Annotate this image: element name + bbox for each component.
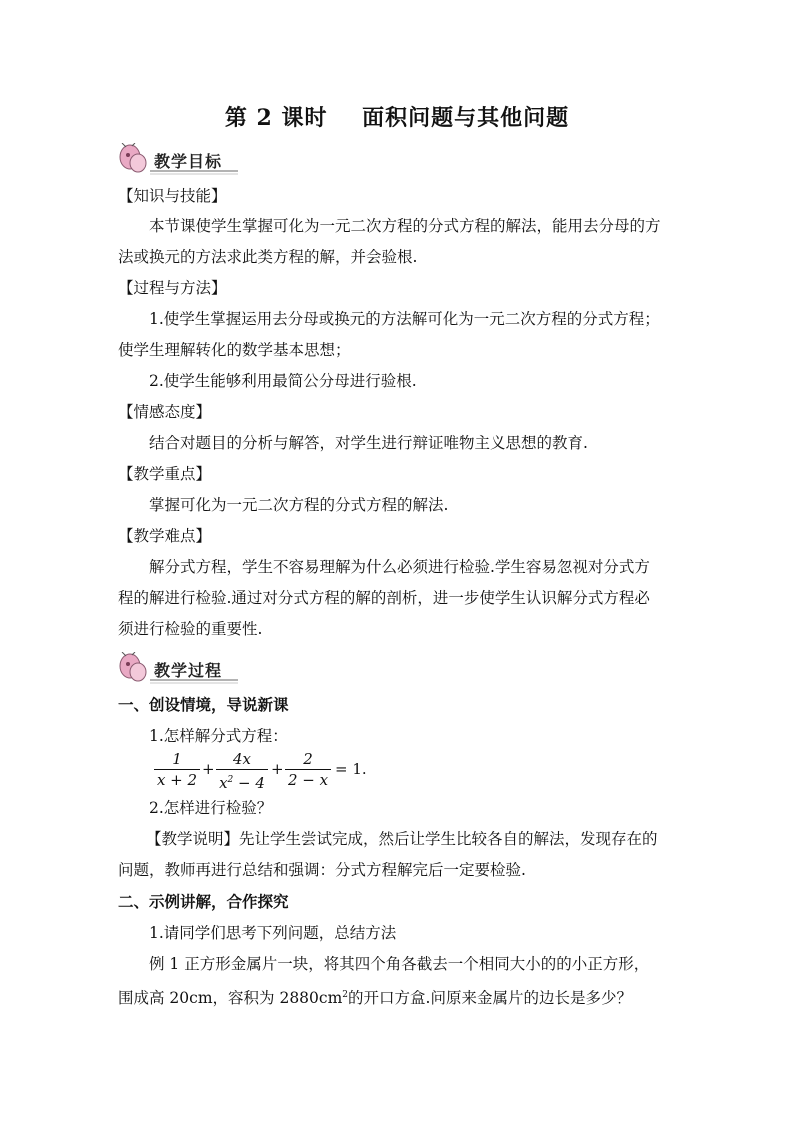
paragraph-line: 本节课使学生掌握可化为一元二次方程的分式方程的解法，能用去分母的方 <box>149 217 661 235</box>
banner-label-goals: 教学目标 <box>154 152 223 171</box>
paragraph-line: 【教学说明】先让学生尝试完成，然后让学生比较各自的解法，发现存在的 <box>146 830 658 848</box>
example-line: 围成高 20cm，容积为 $2880cm^2$的开口方盒.问原来金属片的边长是多少？ <box>118 989 632 1008</box>
fraction-3: 2 2 − x <box>285 750 331 790</box>
banner-label-process: 教学过程 <box>154 661 223 680</box>
page-title: 第 2 课时 面积问题与其他问题 <box>224 105 570 131</box>
paragraph-line: 结合对题目的分析与解答，对学生进行辩证唯物主义思想的教育. <box>149 434 588 452</box>
fraction-equation: 1 x + 2 + 4x $x^2 - 4$ + 2 2 − x = 1. <box>154 750 374 790</box>
paragraph-line: 1.怎样解分式方程： <box>149 727 288 745</box>
paragraph-line: 解分式方程，学生不容易理解为什么必须进行检验.学生容易忽视对分式方 <box>149 558 650 576</box>
paragraph-line: 2.使学生能够利用最简公分母进行验根. <box>149 372 417 390</box>
paragraph-line: 程的解进行检验.通过对分式方程的解的剖析，进一步使学生认识解分式方程必 <box>118 589 650 607</box>
section-banner-goals <box>116 143 240 177</box>
section-head-attitude: 【情感态度】 <box>118 403 212 421</box>
section-head-knowledge: 【知识与技能】 <box>118 187 227 205</box>
paragraph-line: 法或换元的方法求此类方程的解，并会验根. <box>118 248 418 266</box>
paragraph-line: 问题，教师再进行总结和强调：分式方程解完后一定要检验. <box>118 861 526 879</box>
example-line: 例 1 正方形金属片一块，将其四个角各截去一个相同大小的的小正方形， <box>149 955 650 973</box>
part-heading-2: 二、示例讲解，合作探究 <box>118 893 289 911</box>
section-head-difficult: 【教学难点】 <box>118 527 212 545</box>
fraction-1: 1 x + 2 <box>154 750 200 790</box>
section-banner-process <box>116 652 240 686</box>
paragraph-line: 使学生理解转化的数学基本思想； <box>118 341 351 359</box>
paragraph-line: 2.怎样进行检验？ <box>149 799 273 817</box>
section-head-key: 【教学重点】 <box>118 465 212 483</box>
paragraph-line: 须进行检验的重要性. <box>118 620 263 638</box>
paragraph-line: 1.请同学们思考下列问题，总结方法 <box>149 924 397 942</box>
paragraph-line: 掌握可化为一元二次方程的分式方程的解法. <box>149 496 449 514</box>
fraction-2: 4x $x^2 - 4$ <box>216 750 268 790</box>
section-head-method: 【过程与方法】 <box>118 279 227 297</box>
paragraph-line: 1.使学生掌握运用去分母或换元的方法解可化为一元二次方程的分式方程； <box>149 310 660 328</box>
part-heading-1: 一、创设情境，导说新课 <box>118 696 289 714</box>
